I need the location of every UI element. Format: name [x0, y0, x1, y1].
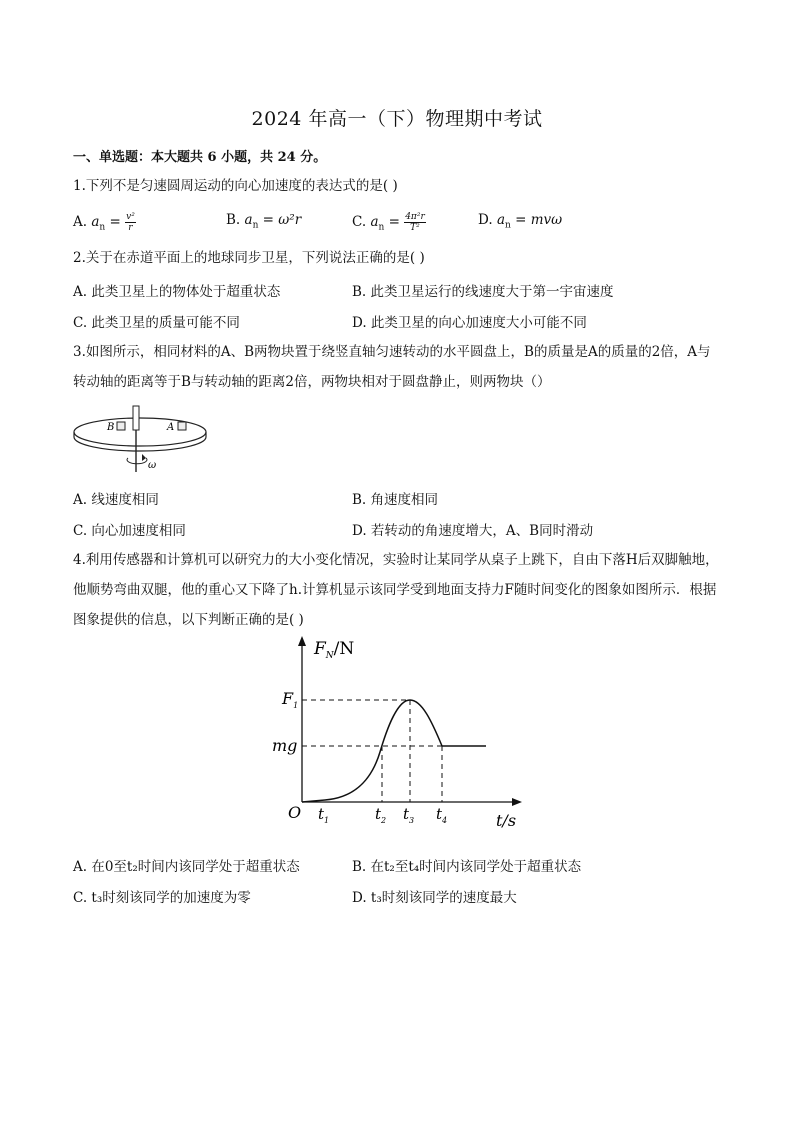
q1-option-c-sub: n [378, 222, 385, 233]
q1-option-b-expr: = ω²r [262, 212, 302, 228]
q1-option-c-fraction [404, 212, 426, 233]
q1-option-b[interactable] [226, 212, 301, 231]
q1-option-c[interactable] [352, 212, 426, 233]
force-curve [302, 700, 486, 802]
t2-label: $t_2$ [375, 805, 387, 825]
block-a [178, 422, 186, 430]
q1-option-d-prefix: D. [478, 212, 493, 228]
q1-option-b-sub: n [252, 220, 259, 231]
q4-option-c[interactable]: C. t₃时刻该同学的加速度为零 [73, 890, 251, 906]
question-2-stem: 2.关于在赤道平面上的地球同步卫星，下列说法正确的是( ) [73, 250, 425, 266]
q1-option-d-sub: n [505, 220, 511, 231]
t1-label: $t_1$ [318, 805, 330, 825]
t3-label: $t_3$ [403, 805, 415, 825]
q1-option-c-eq: = [388, 214, 400, 230]
q1-option-b-prefix: B. [226, 212, 241, 228]
q1-option-d[interactable] [478, 212, 562, 231]
q3-option-b[interactable]: B. 角速度相同 [352, 492, 439, 508]
q4-option-b[interactable]: B. 在t₂至t₄时间内该同学处于超重状态 [352, 859, 582, 875]
q1-option-d-expr: = mvω [515, 212, 563, 228]
q1-option-a-prefix: A. [73, 214, 88, 230]
q2-option-c[interactable]: C. 此类卫星的质量可能不同 [73, 315, 240, 331]
q2-option-a[interactable]: A. 此类卫星上的物体处于超重状态 [73, 284, 281, 300]
q1-option-c-numerator: 4π²r [405, 212, 425, 222]
q3-option-a[interactable]: A. 线速度相同 [73, 492, 159, 508]
y-axis-arrow [298, 636, 306, 646]
q4-option-a[interactable]: A. 在0至t₂时间内该同学处于超重状态 [73, 859, 300, 875]
q1-option-a-lhs: a [91, 214, 100, 230]
mg-label: mg [272, 736, 298, 755]
label-a: A [167, 422, 175, 433]
q3-option-d[interactable]: D. 若转动的角速度增大，A、B同时滑动 [352, 523, 594, 539]
block-b [117, 422, 125, 430]
q1-option-c-denominator: T² [410, 223, 420, 233]
question-3-stem: 3.如图所示，相同材料的A、B两物块置于绕竖直轴匀速转动的水平圆盘上，B的质量是A的质量的2倍，A与转动轴的距离等于B与转动轴的距离2倍，两物块相对于圆盘静止，则两物块（） [73, 344, 711, 390]
label-omega: ω [148, 460, 157, 471]
label-b: B [107, 422, 115, 433]
y-axis-label: $F_N/N$ [314, 639, 355, 661]
q1-option-c-prefix: C. [352, 214, 367, 230]
q4-option-d[interactable]: D. t₃时刻该同学的速度最大 [352, 890, 517, 906]
question-1-stem: 1.下列不是匀速圆周运动的向心加速度的表达式的是( ) [73, 178, 398, 194]
t4-label: $t_4$ [436, 805, 448, 825]
q1-option-b-lhs: a [244, 212, 253, 228]
question-4-stem: 4.利用传感器和计算机可以研究力的大小变化情况，实验时让某同学从桌子上跳下，自由下落H后双脚触地，他顺势弯曲双腿，他的重心又下降了h.计算机显示该同学受到地面支持力F随时间变化的图象如图所示．根据图象提供的信息，以下判断正确的是( ) [73, 552, 719, 628]
turntable-figure [70, 404, 210, 474]
q1-option-a-sub: n [99, 222, 106, 233]
x-axis-arrow [512, 798, 522, 806]
force-time-graph [270, 630, 530, 835]
q1-option-a-fraction [125, 212, 136, 233]
q1-option-a-eq: = [109, 214, 121, 230]
q1-option-a-numerator: v² [126, 212, 135, 222]
q2-option-d[interactable]: D. 此类卫星的向心加速度大小可能不同 [352, 315, 587, 331]
page-title: 2024 年高一（下）物理期中考试 [251, 108, 543, 130]
q1-option-a[interactable] [73, 212, 136, 233]
axis-shaft [133, 406, 139, 430]
q1-option-a-denominator: r [128, 223, 133, 233]
q3-option-c[interactable]: C. 向心加速度相同 [73, 523, 186, 539]
origin-label: O [288, 803, 302, 822]
section-heading: 一、单选题：本大题共 6 小题，共 24 分。 [73, 150, 327, 165]
q2-option-b[interactable]: B. 此类卫星运行的线速度大于第一宇宙速度 [352, 284, 614, 300]
q1-option-d-lhs: a [496, 212, 505, 228]
x-axis-label: t/s [496, 811, 517, 830]
rotation-arrowhead [142, 454, 146, 461]
f1-label: $F_1$ [282, 689, 299, 710]
q1-option-c-lhs: a [370, 214, 379, 230]
